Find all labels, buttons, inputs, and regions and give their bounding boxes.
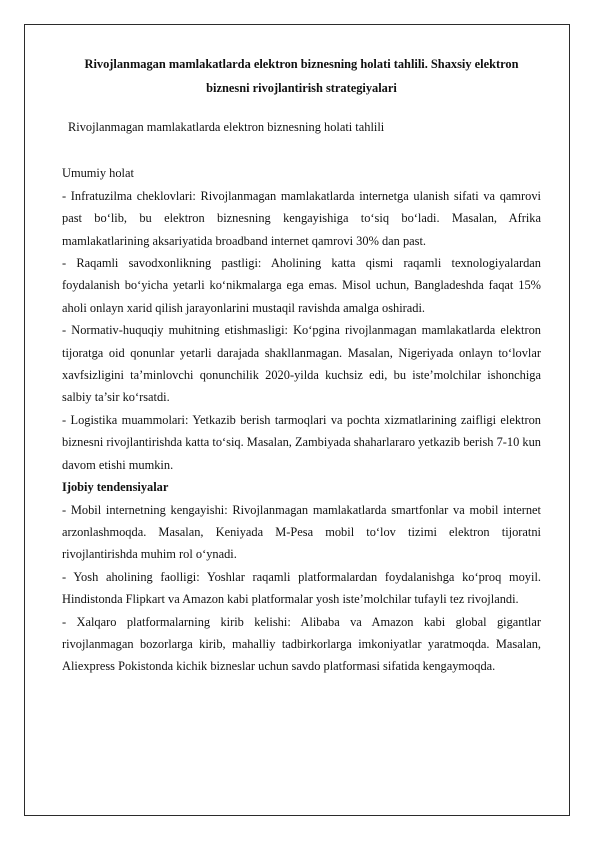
section-positive-trends bbox=[62, 476, 541, 678]
section-general-status bbox=[62, 162, 541, 476]
paragraph: - Yosh aholining faolligi: Yoshlar raqamli platformalardan foydalanishga ko‘proq moyil. Hindistonda Flipkart va Amazon kabi platformalar yosh iste’molchilar tufayli tez rivojlandi. bbox=[62, 569, 541, 607]
paragraph: - Xalqaro platformalarning kirib kelishi: Alibaba va Amazon kabi global gigantlar rivojlanmagan bozorlarga kirib, mahalliy tadbirkorlarga imkoniyatlar yaratmoqda. Masalan, Aliexpress Pokistonda kichik bizneslar uchun savdo platformasi sifatida kengaymoqda. bbox=[62, 614, 541, 674]
paragraph: - Mobil internetning kengayishi: Rivojlanmagan mamlakatlarda smartfonlar va mobil internet arzonlashmoqda. Masalan, Keniyada M-Pesa mobil to‘lov tizimi elektron tijoratni rivojlantirishda muhim rol o‘ynadi. bbox=[62, 502, 541, 562]
document-title: Rivojlanmagan mamlakatlarda elektron biznesning holati tahlili. Shaxsiy elektron biznesni rivojlantirish strategiyalari bbox=[84, 57, 519, 95]
paragraph: - Raqamli savodxonlikning pastligi: Aholining katta qismi raqamli texnologiyalardan foydalanish bo‘yicha yetarli ko‘nikmalarga ega emas. Misol uchun, Bangladeshda faqat 15% aholi onlayn xarid qilish jarayonlarini mustaqil ravishda amalga oshiradi. bbox=[62, 256, 541, 315]
section-heading: Ijobiy tendensiyalar bbox=[62, 480, 169, 495]
document-body bbox=[62, 52, 541, 678]
paragraph: - Normativ-huquqiy muhitning etishmasligi: Ko‘pgina rivojlanmagan mamlakatlarda elektron tijoratga oid qonunlar yetarli darajada shakllanmagan. Masalan, Nigeriyada onlayn to‘lovlar xavfsizligini ta’minlovchi qonunchilik 2020-yilda kuchsiz edi, bu iste’molchilar ishonchiga salbiy ta’sir ko‘rsatdi. bbox=[62, 323, 541, 405]
section-heading: Umumiy holat bbox=[62, 166, 134, 181]
document-subtitle: Rivojlanmagan mamlakatlarda elektron biznesning holati tahlili bbox=[68, 120, 385, 134]
paragraph: - Logistika muammolari: Yetkazib berish tarmoqlari va pochta xizmatlarining zaifligi elektron biznesni rivojlantirishda katta to‘siq. Masalan, Zambiyada shaharlararo yetkazib berish 7-10 kun davom etishi mumkin. bbox=[62, 412, 541, 472]
paragraph: - Infratuzilma cheklovlari: Rivojlanmagan mamlakatlarda internetga ulanish sifati va qamrovi past bo‘lib, bu elektron biznesning kengayishiga to‘siq bo‘ladi. Masalan, Afrika mamlakatlarining aksariyatida broadband internet qamrovi 30% dan past. bbox=[62, 188, 541, 248]
